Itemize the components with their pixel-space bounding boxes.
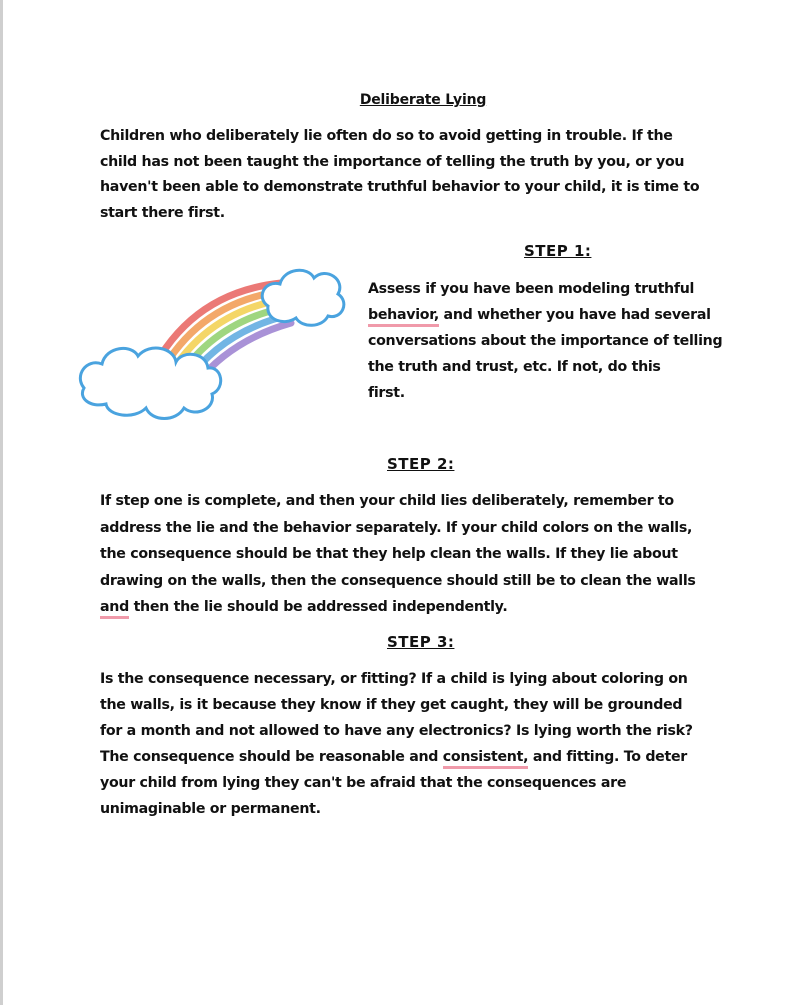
step-3-line: unimaginable or permanent. xyxy=(100,801,321,817)
step-2-line xyxy=(100,594,696,621)
highlighted-word: consistent, xyxy=(443,749,528,769)
step-3-line: for a month and not allowed to have any electronics? Is lying worth the risk? xyxy=(100,723,693,739)
step-1-line: the truth and trust, etc. If not, do this xyxy=(368,359,661,375)
highlighted-word: behavior, xyxy=(368,307,439,327)
step-1-line xyxy=(368,302,722,328)
step-3-heading: STEP 3: xyxy=(387,633,455,651)
step-3-line: the walls, is it because they know if they get caught, they will be grounded xyxy=(100,697,683,713)
step-2-paragraph xyxy=(100,488,696,621)
step-2-line: drawing on the walls, then the consequence should still be to clean the walls xyxy=(100,572,696,589)
step-3-line xyxy=(100,744,693,770)
highlighted-word: and xyxy=(100,599,129,619)
step-2-line: the consequence should be that they help clean the walls. If they lie about xyxy=(100,546,678,562)
intro-line: haven't been able to demonstrate truthful behavior to your child, it is time to xyxy=(100,179,700,196)
line-text: and fitting. To deter xyxy=(528,749,688,765)
line-text: The consequence should be reasonable and xyxy=(100,749,443,765)
page-title: Deliberate Lying xyxy=(359,92,487,108)
rainbow-with-clouds-icon xyxy=(76,258,346,428)
page-left-edge xyxy=(0,0,3,1005)
step-3-paragraph xyxy=(100,666,693,822)
step-1-heading: STEP 1: xyxy=(524,242,592,260)
intro-line: Children who deliberately lie often do so to avoid getting in trouble. If the xyxy=(100,128,673,144)
step-2-line: address the lie and the behavior separately. If your child colors on the walls, xyxy=(100,519,693,536)
step-1-line: first. xyxy=(368,385,405,401)
step-1-line: conversations about the importance of telling xyxy=(368,333,723,349)
step-1-line: Assess if you have been modeling truthful xyxy=(368,281,695,297)
intro-line: start there first. xyxy=(100,204,225,221)
step-1-paragraph xyxy=(368,276,722,406)
step-3-line: Is the consequence necessary, or fitting? If a child is lying about coloring on xyxy=(100,671,688,687)
line-text: then the lie should be addressed independently. xyxy=(128,599,508,615)
intro-paragraph xyxy=(100,124,699,226)
step-2-line: If step one is complete, and then your child lies deliberately, remember to xyxy=(100,493,674,509)
line-text: and whether you have had several xyxy=(438,307,711,323)
step-2-heading: STEP 2: xyxy=(387,455,455,473)
intro-line: child has not been taught the importance of telling the truth by you, or you xyxy=(100,153,685,170)
step-3-line: your child from lying they can't be afraid that the consequences are xyxy=(100,775,627,791)
